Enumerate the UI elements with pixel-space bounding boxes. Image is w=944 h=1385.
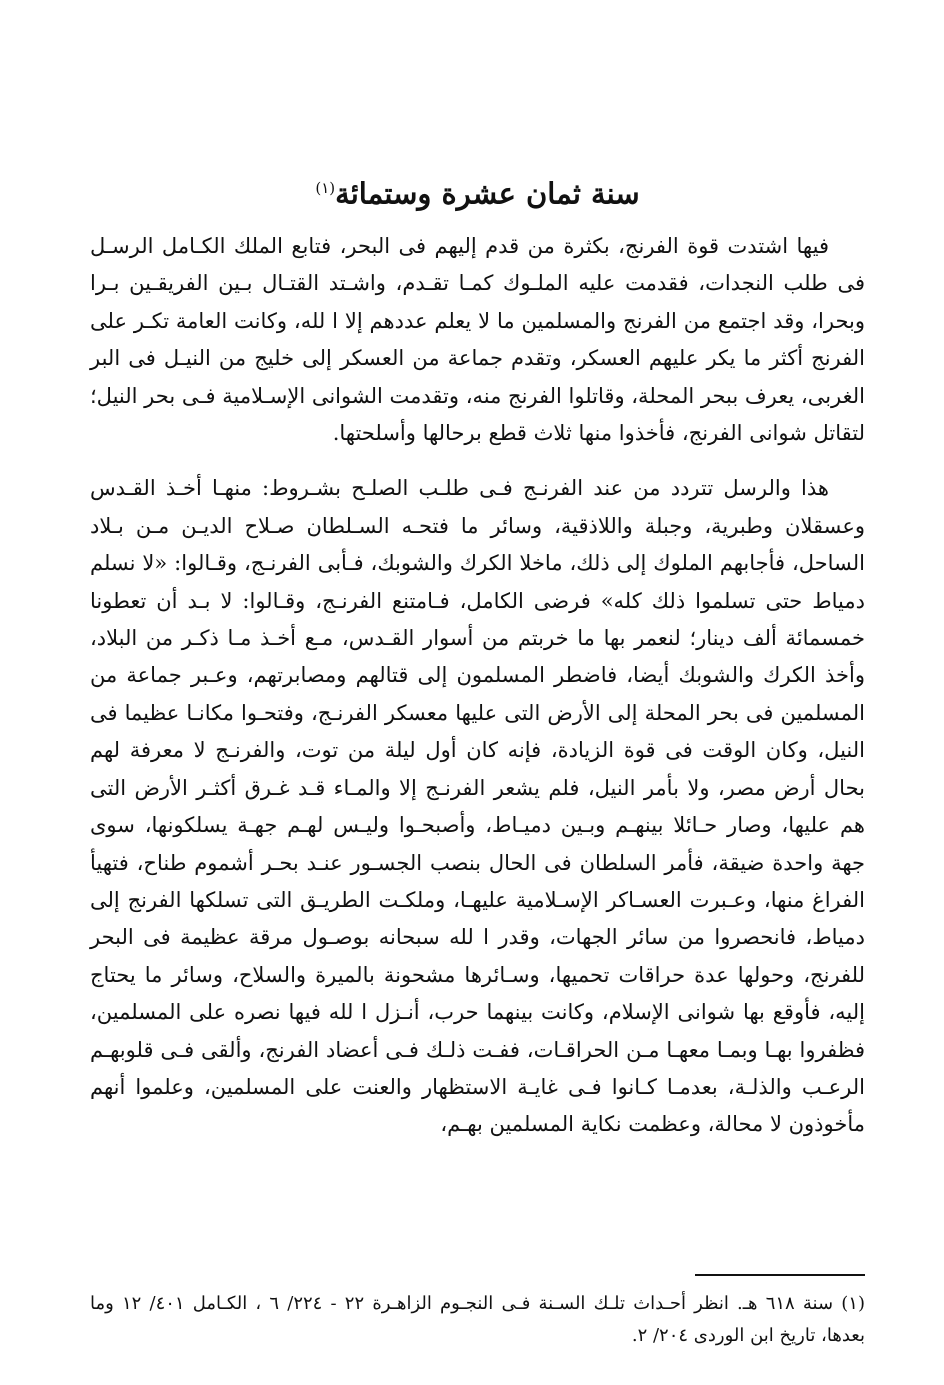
body-text <box>90 228 865 1144</box>
footnote-divider <box>695 1274 865 1276</box>
footnote: (١) سنة ٦١٨ هـ. انظر أحـداث تلـك السـنة فـى النجـوم الزاهـرة ٢٢ - ٢٢٤/ ٦ ، الكـامل ٤٠١/ ١٢ وما بعدها، تاريخ ابن الوردى ٢٠٤/ ٢. <box>90 1293 865 1346</box>
paragraph-1: فيها اشتدت قوة الفرنج، بكثرة من قدم إليهم فى البحر، فتابع الملك الكـامل الرسـل فى طلب النجدات، فقدمت عليه الملـوك كمـا تقـدم، واشـتد القتـال بـين الفريقـين بـرا وبحرا، وقد اجتمع من الفرنج والمسلمين ما لا يعلم عددهم إلا ا لله، وكانت العامة تكـر على الفرنج أكثر ما يكر عليهم العسكر، وتقدم جماعة من العسكر إلى خليج من النيـل فى البر الغربى، يعرف ببحر المحلة، وقاتلوا الفرنج منه، وتقدمت الشوانى الإسـلامية فـى بحر النيل؛ لتقاتل شوانى الفرنج، فأخذوا منها ثلاث قطع برحالها وأسلحتها. <box>90 234 865 446</box>
chapter-title-text: سنة ثمان عشرة وستمائة <box>335 176 640 211</box>
paragraph-2: هذا والرسل تتردد من عند الفرنـج فـى طلـب الصلـح بشـروط: منهـا أخـذ القـدس وعسقلان وطبرية، وجبلة واللاذقية، وسائر ما فتحـه السـلطان صـلاح الديـن مـن بـلاد الساحل، فأجابهم الملوك إلى ذلك، ماخلا الكرك والشوبك، فـأبى الفرنـج، وقـالوا: «لا نسلم دمياط حتى تسلموا ذلك كله» فرضى الكامل، فـامتنع الفرنـج، وقـالوا: لا بـد أن تعطونا خمسمائة ألف دينار؛ لنعمر بها ما خربتم من أسوار القـدس، مـع أخـذ مـا ذكـر من البلاد، وأخذ الكرك والشوبك أيضا، فاضطر المسلمون إلى قتالهم ومصابرتهم، وعـبر جماعة من المسلمين فى بحر المحلة إلى الأرض التى عليها معسكر الفرنـج، وفتحـوا مكانـا عظيما فى النيل، وكان الوقت فى قوة الزيادة، فإنه كان أول ليلة من توت، والفرنـج لا معرفة لهم بحال أرض مصر، ولا بأمر النيل، فلم يشعر الفرنـج إلا والمـاء قـد غـرق أكثـر الأرض التى هم عليها، وصار حـائلا بينهـم وبـين دميـاط، وأصبحـوا وليـس لهـم جهـة يسلكونها، سوى جهة واحدة ضيقة، فأمر السلطان فى الحال بنصب الجسـور عنـد بحـر أشموم طناح، فتهيأ الفراغ منها، وعـبرت العسـاكر الإسـلامية عليهـا، وملكـت الطريـق التى تسلكها الفرنج إلى دمياط، فانحصروا من سائر الجهات، وقدر ا لله سبحانه بوصـول مرقة عظيمة فى البحر للفرنج، وحولها عدة حراقات تحميها، وسـائرها مشحونة بالميرة والسلاح، وسائر ما يحتاج إليه، فأوقع بها شوانى الإسلام، وكانت بينهما حرب، أنـزل ا لله فيها نصره على المسلمين، فظفروا بهـا وبمـا معهـا مـن الحراقـات، ففـت ذلـك فـى أعضاد الفرنج، وألقى فـى قلوبهـم الرعـب والذلـة، بعدمـا كـانوا فـى غايـة الاستظهار والعنت على المسلمين، وعلموا أنهم مأخوذون لا محالة، وعظمت نكاية المسلمين بهـم، <box>90 476 866 1137</box>
footnote-reference: (١) <box>315 179 336 197</box>
chapter-title <box>90 168 865 214</box>
book-page <box>90 0 865 1385</box>
